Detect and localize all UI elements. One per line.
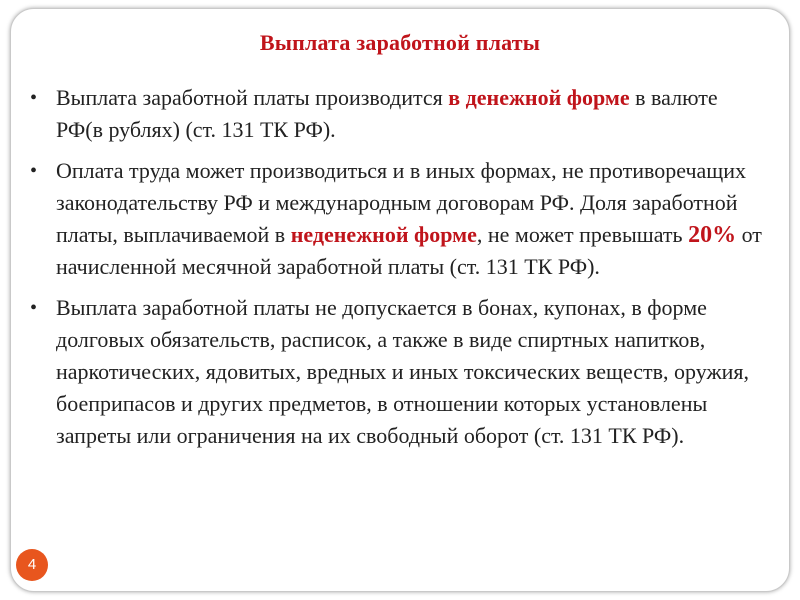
page-number-badge: 4 <box>16 549 48 581</box>
highlight-non-monetary-form: неденежной форме <box>290 222 477 247</box>
bullet-text: Выплата заработной платы не допускается в бонах, купонах, в форме долговых обязательств, расписок, а также в виде спиртных напитков, наркотических, ядовитых, вредных и иных токсических веществ, оружия, боеприпасов и других предметов, в отношении которых установлены запреты или ограничения на их свободный оборот (ст. 131 ТК РФ). <box>56 295 750 448</box>
bullet-item <box>28 292 763 452</box>
bullet-text: , не может превышать <box>476 222 689 247</box>
bullet-text: от начисленной месячной заработной платы (ст. 131 ТК РФ). <box>56 222 762 279</box>
bullet-text: Выплата заработной платы производится <box>56 85 449 110</box>
bullet-list <box>28 82 763 461</box>
bullet-text: Оплата труда может производиться и в иных формах, не противоречащих законодательству РФ и международным договорам РФ. Доля заработной платы, выплачиваемой в <box>56 158 747 247</box>
bullet-text: в валюте РФ(в рублях) (ст. 131 ТК РФ). <box>56 85 718 142</box>
bullet-dot: • <box>30 297 38 319</box>
bullet-item <box>28 82 763 146</box>
bullet-item <box>28 155 763 283</box>
highlight-percent: 20% <box>688 222 737 248</box>
bullet-dot: • <box>30 160 38 182</box>
slide-title: Выплата заработной платы <box>259 30 541 55</box>
bullet-dot: • <box>30 87 38 109</box>
highlight-monetary-form: в денежной форме <box>448 85 630 110</box>
